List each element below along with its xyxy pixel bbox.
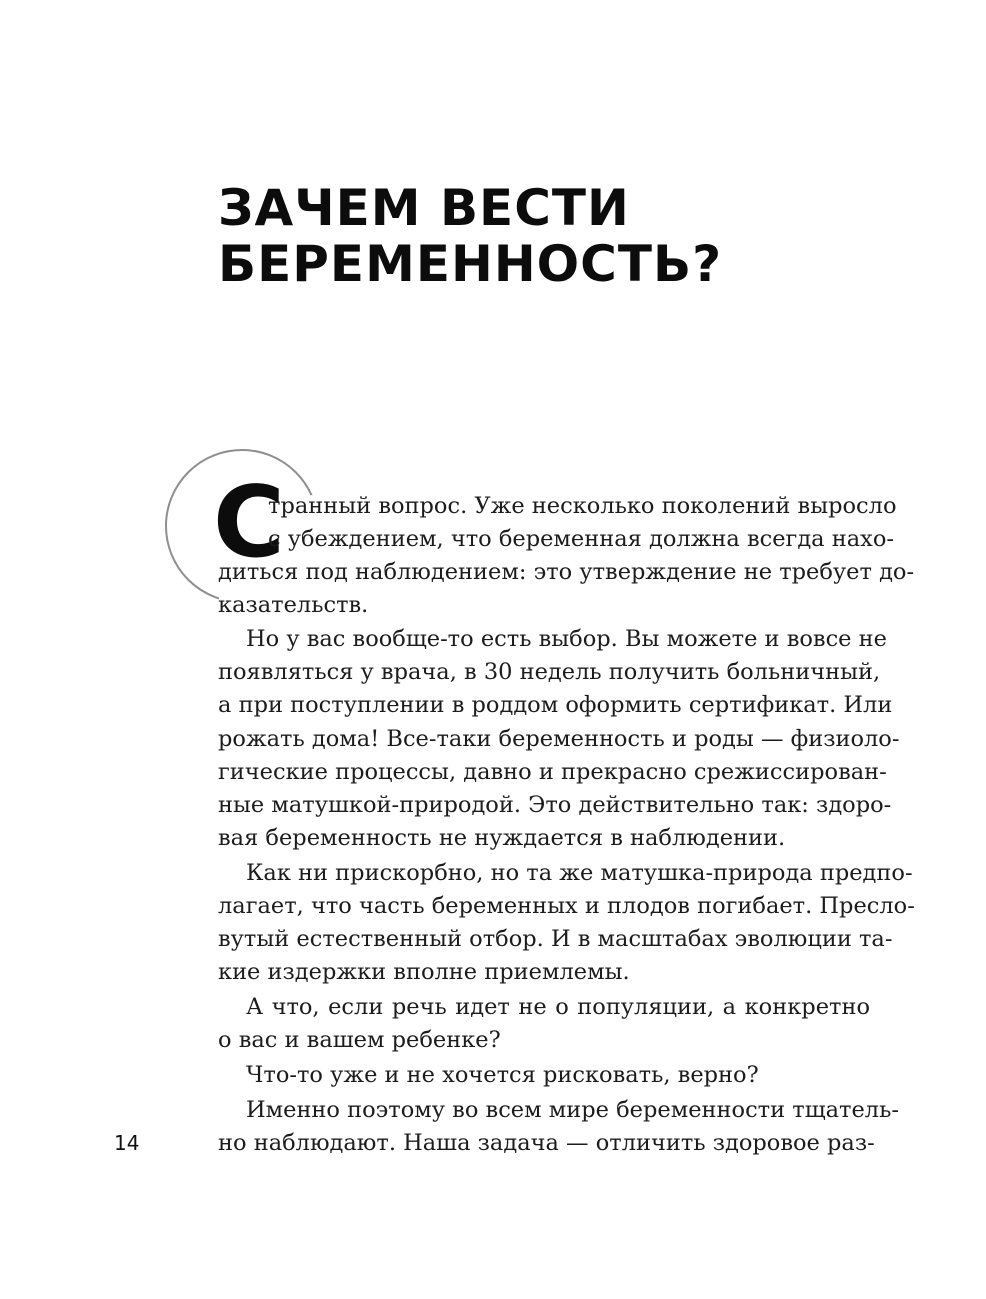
- page-number: 14: [114, 1131, 140, 1155]
- chapter-title-line-1: ЗАЧЕМ ВЕСТИ: [218, 179, 630, 237]
- text-line: рожать дома! Все-таки беременность и роды — физиоло-: [218, 726, 900, 752]
- text-line: казательств.: [218, 592, 369, 618]
- text-line: лагает, что часть беременных и плодов погибает. Пресло-: [218, 893, 915, 919]
- drop-cap: С: [213, 466, 285, 580]
- text-line: ные матушкой-природой. Это действительно так: здоро-: [218, 792, 892, 818]
- text-line: гические процессы, давно и прекрасно срежиссирован-: [218, 759, 887, 785]
- text-line: с убеждением, что беременная должна всегда нахо-: [268, 526, 895, 552]
- text-line: Что-то уже и не хочется рисковать, верно?: [246, 1062, 759, 1088]
- chapter-title-line-2: БЕРЕМЕННОСТЬ?: [218, 235, 723, 293]
- text-line: Как ни прискорбно, но та же матушка-природа предпо-: [246, 860, 913, 886]
- text-line: транный вопрос. Уже несколько поколений выросло: [268, 493, 897, 519]
- text-line: Именно поэтому во всем мире беременности тщатель-: [246, 1097, 899, 1123]
- text-line: кие издержки вполне приемлемы.: [218, 959, 630, 985]
- text-line: вутый естественный отбор. И в масштабах эволюции та-: [218, 926, 893, 952]
- text-line: Но у вас вообще-то есть выбор. Вы можете и вовсе не: [246, 626, 887, 652]
- text-line: а при поступлении в роддом оформить сертификат. Или: [218, 692, 893, 718]
- text-line: диться под наблюдением: это утверждение не требует до-: [218, 559, 915, 585]
- text-line: о вас и вашем ребенке?: [218, 1027, 501, 1053]
- text-line: появляться у врача, в 30 недель получить больничный,: [218, 659, 881, 685]
- text-line: А что, если речь идет не о популяции, а конкретно: [246, 994, 870, 1020]
- chapter-title: [218, 180, 898, 292]
- text-line: но наблюдают. Наша задача — отличить здоровое раз-: [218, 1130, 875, 1156]
- text-line: вая беременность не нуждается в наблюдении.: [218, 825, 786, 851]
